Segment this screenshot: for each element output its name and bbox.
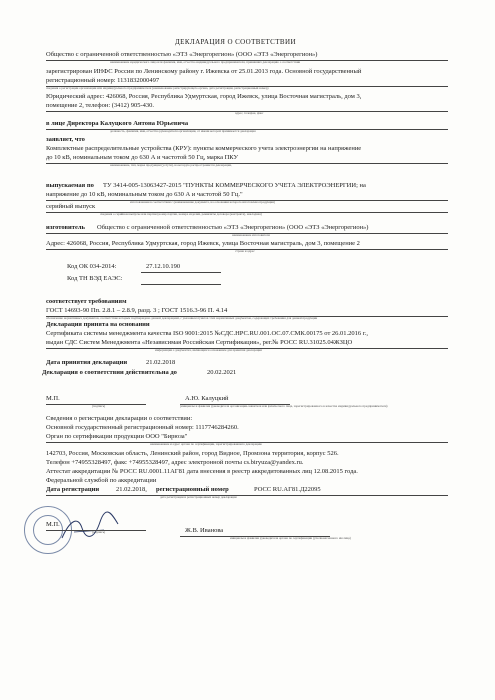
- manufacturer-address: Адрес: 426068, Россия, Республика Удмуртская, город Ижевск, улица Восточная магистраль, дом 3, помещение 2: [46, 240, 360, 247]
- product-line-1: Комплектные распределительные устройства (КРУ): пункты коммерческого учета электроэнергии на напряжение: [46, 145, 362, 152]
- basis-caption: информация о документах, являющихся основанием для принятия декларации: [155, 348, 262, 352]
- reg-caption: дата регистрации и регистрационный номер декларации: [160, 495, 237, 499]
- certification-attestat: Аттестат аккредитации № РОСС RU.0001.11АГ81 дата внесения в реестр аккредитованных лиц 12.08.2015 года.: [46, 468, 358, 475]
- certification-body-phone: Телефон +74955328497, факс +74955328497, адрес электронной почты cs.biryuza@yandex.ru.: [46, 459, 304, 466]
- valid-until-label: Декларация о соответствии действительна до: [42, 369, 177, 376]
- reg-number-label: регистрационный номер: [156, 486, 229, 493]
- applicant-signer-name: А.Ю. Калуцкий: [185, 395, 229, 402]
- serial-caption: сведения о серийном выпуске или партии (номер партии, номера изделий, реквизиты договора (контракта), накладная): [100, 212, 262, 216]
- compliance-standards: ГОСТ 14693-90 Пп. 2.8.1 – 2.8.9, разд. 3 ; ГОСТ 1516.3-96 П. 4.14: [46, 307, 228, 314]
- compliance-label: соответствует требованиям: [46, 298, 127, 305]
- applicant-sign-caption: (подпись): [92, 404, 106, 408]
- compliance-caption: обозначение нормативных документов, соответствие которым подтверждено данной декларацией, с указанием пунктов этих нормативных документов, содержащих требования для данной продукции: [46, 316, 318, 320]
- applicant-signer-caption: (инициалы и фамилия руководителя организации-заявителя или физического лица, зарегистрированного в качестве индивидуального предпринимателя): [180, 404, 388, 408]
- document-title: ДЕКЛАРАЦИЯ О СООТВЕТСТВИИ: [175, 38, 296, 46]
- tnved-code-underline: [141, 284, 221, 285]
- released-label: выпускаемая по: [46, 182, 94, 189]
- official-mp: М.П.: [46, 521, 60, 528]
- applicant-address-2: помещение 2, телефон: (3412) 905-430.: [46, 102, 155, 109]
- applicant-mp: М.П.: [46, 395, 60, 402]
- manufacturer-name: Общество с ограниченной ответственностью «ЭТЗ «Энергорегион» (ООО «ЭТЗ «Энергорегион»): [97, 224, 369, 231]
- reg-date: 21.02.2018,: [116, 486, 147, 493]
- official-signature: [60, 510, 120, 544]
- basis-label: Декларация принята на основании: [46, 321, 150, 328]
- certification-agency: Федеральной службой по аккредитации: [46, 477, 157, 484]
- valid-until-date: 20.02.2021: [207, 369, 237, 376]
- registration-intro: Сведения о регистрации декларации о соответствии:: [46, 415, 193, 422]
- okp-code-value: 27.12.10.190: [146, 263, 181, 270]
- released-line-2: напряжение до 10 кВ, номинальным током до 630 А и частотой 50 Гц.": [46, 191, 243, 198]
- product-underline: [46, 163, 448, 164]
- product-line-2: до 10 кВ, номинальным током до 630 А и частотой 50 Гц, марка ПКУ: [46, 154, 239, 161]
- manufacturer-label: изготовитель: [46, 224, 85, 231]
- applicant-reg-caption: сведения о регистрации организации или индивидуального предпринимателя (наименование регистрирующего органа, дата регистрации, регистрационный номер): [46, 86, 269, 90]
- released-caption: изготовленная в соответствии с (наименование документа, на основании которого изготовлена продукция): [130, 200, 275, 204]
- basis-line-1: Сертификата системы менеджмента качества ISO 9001:2015 №СДС.НРС.RU.001.ОС.07.СМК.00175 от 26.01.2016 г.,: [46, 330, 368, 337]
- director-caption: должность, фамилия, имя, отчество руководителя организации, от имени которой принимается декларация: [110, 129, 256, 133]
- reg-date-label: Дата регистрации: [46, 486, 100, 493]
- okp-code-underline: [141, 272, 221, 273]
- reg-number: РОСС RU.АГ81.Д22095: [254, 486, 321, 493]
- accepted-date: 21.02.2018: [146, 359, 176, 366]
- official-name: Ж.В. Иванова: [185, 527, 224, 534]
- applicant-name: Общество с ограниченной ответственностью «ЭТЗ «Энергорегион» (ООО «ЭТЗ «Энергорегион»): [46, 51, 318, 58]
- okp-code-label: Код ОК 034-2014:: [67, 263, 117, 270]
- declares-label: заявляет, что: [46, 136, 85, 143]
- applicant-address-caption: адрес, телефон, факс: [235, 111, 264, 115]
- official-name-caption: инициалы и фамилия руководителя органа по сертификации (уполномоченного им лица): [230, 536, 351, 540]
- certification-body-caption: наименование и адрес органа по сертификации, зарегистрировавшего декларацию: [150, 442, 263, 446]
- certification-body: Орган по сертификации продукции ООО "Бирюза": [46, 433, 188, 440]
- applicant-name-caption: наименование юридического лица или фамилия, имя, отчество индивидуального предпринимателя, принявших декларацию о соответствии: [110, 60, 301, 64]
- tnved-code-label: Код ТН ВЭД ЕАЭС:: [67, 275, 123, 282]
- released-line-1: ТУ 3414-005-13063427-2015 "ПУНКТЫ КОММЕРЧЕСКОГО УЧЕТА ЭЛЕКТРОЭНЕРГИИ; на: [103, 182, 366, 189]
- reg-underline: [46, 495, 448, 496]
- certification-body-address: 142703, Россия, Московская область, Ленинский район, город Видное, Промзона территория, корпус 526.: [46, 450, 339, 457]
- product-caption: наименование, тип, марка продукции (услуги), на которую распространяется декларация,: [110, 163, 232, 167]
- applicant-registered: зарегистрирован ИНФС России по Ленинскому району г. Ижевска от 25.01.2013 года. Основной государственный: [46, 68, 362, 75]
- registration-ogrn: Основной государственный регистрационный номер: 1117746284260.: [46, 424, 239, 431]
- manufacturer-address-caption: страна и адрес: [235, 249, 255, 253]
- applicant-director: в лице Директора Калуцкого Антона Юрьевича: [46, 120, 189, 127]
- accepted-date-label: Дата принятия декларации: [46, 359, 128, 366]
- applicant-address-1: Юридический адрес: 426068, Россия, Республика Удмуртская, город Ижевск, улица Восточная магистраль, дом 3,: [46, 93, 362, 100]
- manufacturer-name-caption: наименование изготовителя: [232, 233, 270, 237]
- serial-release: серийный выпуск: [46, 203, 96, 210]
- basis-line-2: выдан СДС Систем Менеджмента «Независимая Российская Сертификация», рег.№ РОСС RU.31025.04ЖЗЦО: [46, 339, 353, 346]
- applicant-reg-number: регистрационный номер: 1131832000497: [46, 77, 160, 84]
- official-sign-caption: (подпись): [92, 530, 106, 534]
